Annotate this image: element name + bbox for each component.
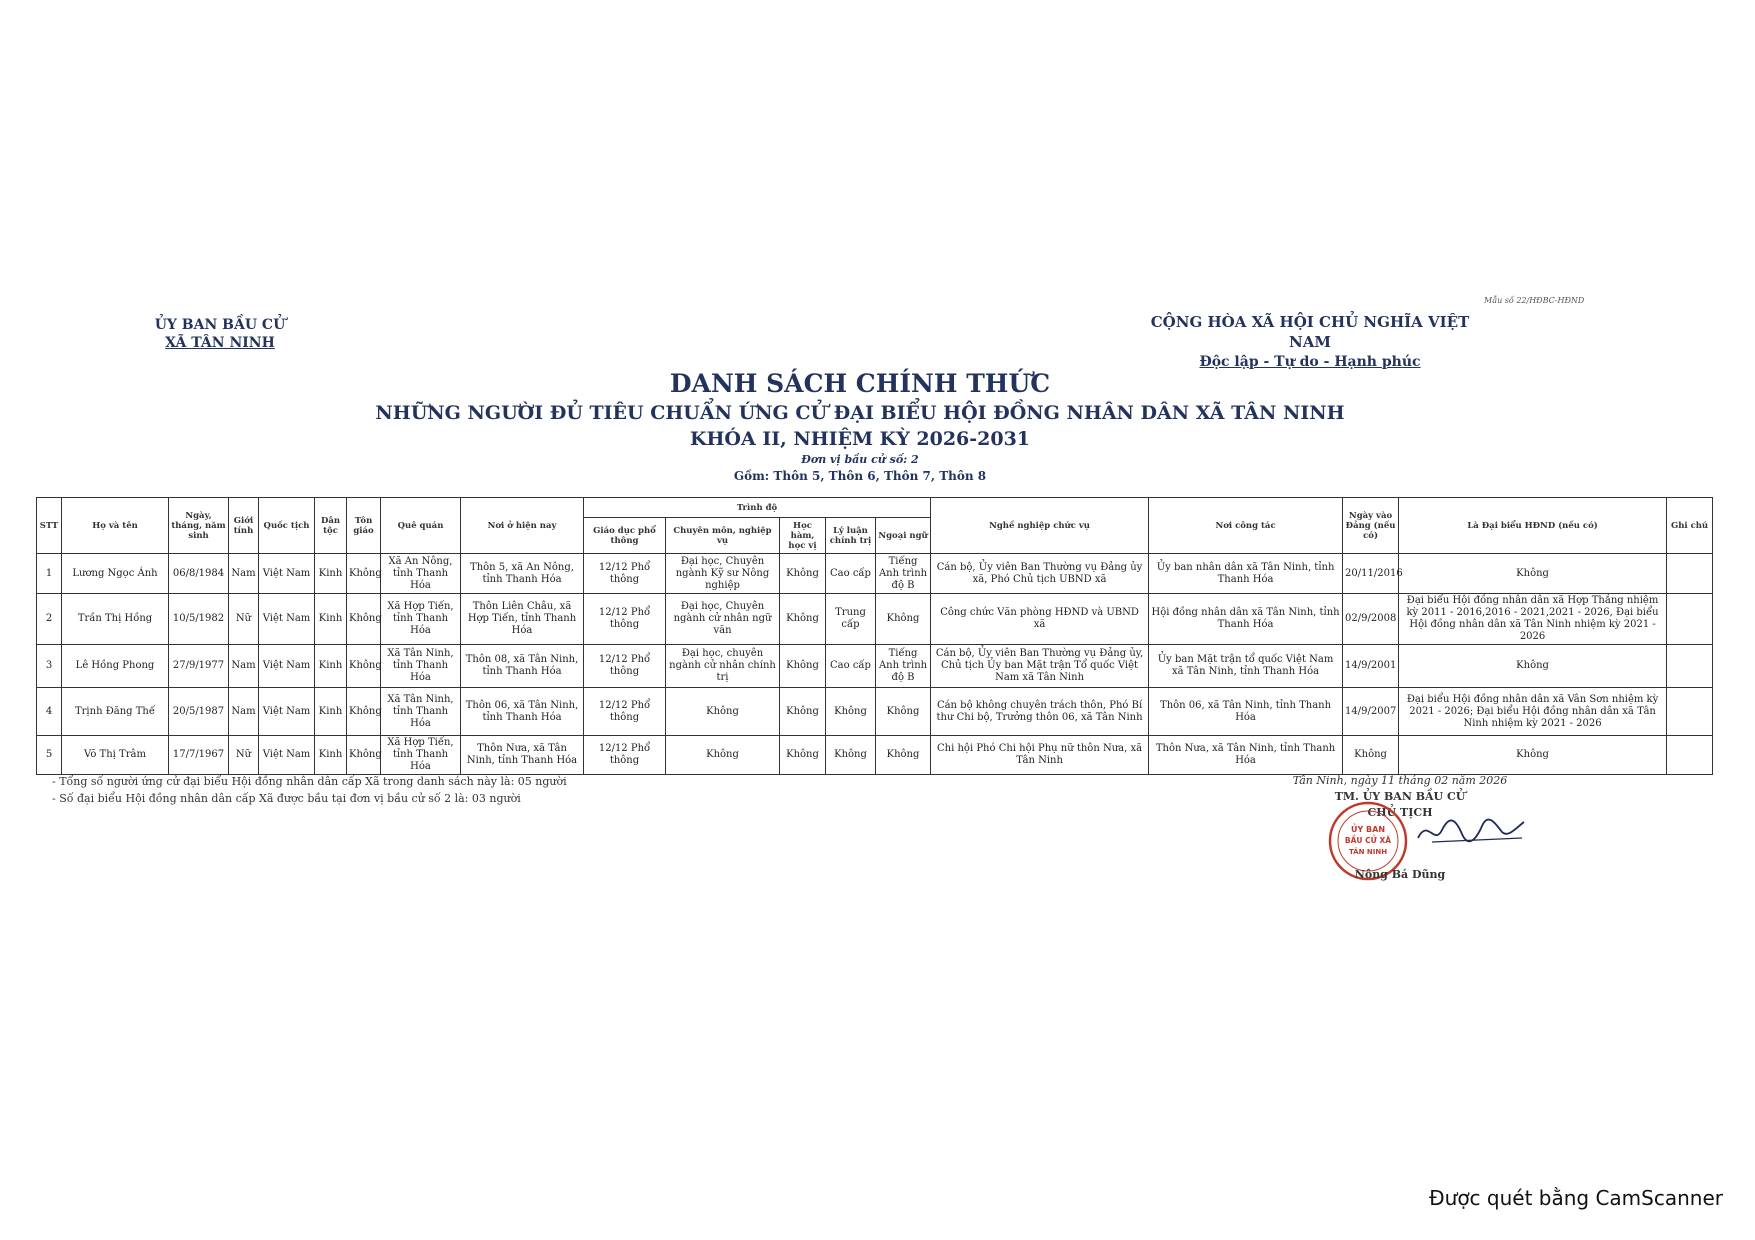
header-note: Ghi chú bbox=[1667, 498, 1713, 554]
cell-political: Không bbox=[826, 736, 876, 775]
cell-party-date: 20/11/2016 bbox=[1343, 554, 1399, 594]
cell-specialty: Đại học, Chuyên ngành cử nhân ngữ văn bbox=[666, 594, 780, 645]
cell-hometown: Xã Hợp Tiến, tỉnh Thanh Hóa bbox=[381, 594, 461, 645]
candidate-table bbox=[36, 497, 1713, 775]
cell-dob: 27/9/1977 bbox=[169, 645, 229, 688]
stamp-line-2: BẦU CỬ XÃ bbox=[1344, 836, 1392, 845]
header-occupation: Nghề nghiệp chức vụ bbox=[931, 498, 1149, 554]
cell-general-edu: 12/12 Phổ thông bbox=[584, 736, 666, 775]
header-name: Họ và tên bbox=[62, 498, 169, 554]
cell-dob: 17/7/1967 bbox=[169, 736, 229, 775]
cell-dob: 06/8/1984 bbox=[169, 554, 229, 594]
country-name: CỘNG HÒA XÃ HỘI CHỦ NGHĨA VIỆT NAM bbox=[1150, 313, 1470, 351]
cell-general-edu: 12/12 Phổ thông bbox=[584, 688, 666, 736]
cell-hometown: Xã Tân Ninh, tỉnh Thanh Hóa bbox=[381, 688, 461, 736]
cell-degree: Không bbox=[780, 688, 826, 736]
title-block bbox=[330, 368, 1390, 484]
cell-note bbox=[1667, 688, 1713, 736]
cell-name: Trần Thị Hồng bbox=[62, 594, 169, 645]
header-hdnd: Là Đại biểu HĐND (nếu có) bbox=[1399, 498, 1667, 554]
cell-ethnicity: Kinh bbox=[315, 688, 347, 736]
footnote-total: - Tổng số người ứng cử đại biểu Hội đồng nhân dân cấp Xã trong danh sách này là: 05 người bbox=[52, 775, 567, 788]
cell-nationality: Việt Nam bbox=[259, 594, 315, 645]
cell-gender: Nữ bbox=[229, 736, 259, 775]
cell-language: Không bbox=[876, 594, 931, 645]
cell-note bbox=[1667, 594, 1713, 645]
header-specialty: Chuyên môn, nghiệp vụ bbox=[666, 518, 780, 554]
cell-gender: Nam bbox=[229, 688, 259, 736]
cell-workplace: Ủy ban Mặt trận tổ quốc Việt Nam xã Tân Ninh, tỉnh Thanh Hóa bbox=[1149, 645, 1343, 688]
cell-general-edu: 12/12 Phổ thông bbox=[584, 554, 666, 594]
table-row bbox=[37, 645, 1713, 688]
cell-political: Cao cấp bbox=[826, 645, 876, 688]
national-motto: Độc lập - Tự do - Hạnh phúc bbox=[1199, 354, 1421, 370]
cell-occupation: Cán bộ, Ủy viên Ban Thường vụ Đảng ủy, Chủ tịch Ủy ban Mặt trận Tổ quốc Việt Nam xã Tân Ninh bbox=[931, 645, 1149, 688]
table-row bbox=[37, 736, 1713, 775]
cell-residence: Thôn Nưa, xã Tân Ninh, tỉnh Thanh Hóa bbox=[461, 736, 584, 775]
cell-nationality: Việt Nam bbox=[259, 645, 315, 688]
cell-party-date: 02/9/2008 bbox=[1343, 594, 1399, 645]
cell-degree: Không bbox=[780, 554, 826, 594]
cell-hometown: Xã Tân Ninh, tỉnh Thanh Hóa bbox=[381, 645, 461, 688]
cell-hdnd: Không bbox=[1399, 736, 1667, 775]
header-nationality: Quốc tịch bbox=[259, 498, 315, 554]
cell-ethnicity: Kinh bbox=[315, 645, 347, 688]
cell-stt: 4 bbox=[37, 688, 62, 736]
cell-stt: 2 bbox=[37, 594, 62, 645]
cell-general-edu: 12/12 Phổ thông bbox=[584, 594, 666, 645]
cell-nationality: Việt Nam bbox=[259, 736, 315, 775]
cell-degree: Không bbox=[780, 736, 826, 775]
cell-religion: Không bbox=[347, 688, 381, 736]
header-religion: Tôn giáo bbox=[347, 498, 381, 554]
cell-language: Tiếng Anh trình độ B bbox=[876, 554, 931, 594]
header-hometown: Quê quán bbox=[381, 498, 461, 554]
sign-date: Tân Ninh, ngày 11 tháng 02 năm 2026 bbox=[1292, 774, 1508, 787]
cell-hdnd: Đại biểu Hội đồng nhân dân xã Vân Sơn nhiệm kỳ 2021 - 2026; Đại biểu Hội đồng nhân dân xã Tân Ninh nhiệm kỳ 2021 - 2026 bbox=[1399, 688, 1667, 736]
header-ethnicity: Dân tộc bbox=[315, 498, 347, 554]
header-party-date: Ngày vào Đảng (nếu có) bbox=[1343, 498, 1399, 554]
handwritten-signature bbox=[1412, 808, 1532, 854]
cell-party-date: 14/9/2001 bbox=[1343, 645, 1399, 688]
header-education-group: Trình độ bbox=[584, 498, 931, 518]
cell-occupation: Cán bộ, Ủy viên Ban Thường vụ Đảng ủy xã, Phó Chủ tịch UBND xã bbox=[931, 554, 1149, 594]
cell-occupation: Chi hội Phó Chi hội Phụ nữ thôn Nưa, xã Tân Ninh bbox=[931, 736, 1149, 775]
cell-religion: Không bbox=[347, 645, 381, 688]
cell-hometown: Xã Hợp Tiến, tỉnh Thanh Hóa bbox=[381, 736, 461, 775]
cell-party-date: Không bbox=[1343, 736, 1399, 775]
cell-dob: 10/5/1982 bbox=[169, 594, 229, 645]
cell-note bbox=[1667, 645, 1713, 688]
cell-note bbox=[1667, 736, 1713, 775]
cell-stt: 1 bbox=[37, 554, 62, 594]
cell-hdnd: Không bbox=[1399, 645, 1667, 688]
cell-specialty: Đại học, chuyên ngành cử nhân chính trị bbox=[666, 645, 780, 688]
cell-religion: Không bbox=[347, 554, 381, 594]
cell-gender: Nam bbox=[229, 554, 259, 594]
table-row bbox=[37, 688, 1713, 736]
header-gender: Giới tính bbox=[229, 498, 259, 554]
stamp-line-1: ỦY BAN bbox=[1350, 825, 1386, 834]
cell-occupation: Cán bộ không chuyên trách thôn, Phó Bí thư Chi bộ, Trưởng thôn 06, xã Tân Ninh bbox=[931, 688, 1149, 736]
cell-stt: 3 bbox=[37, 645, 62, 688]
footnote-elected: - Số đại biểu Hội đồng nhân dân cấp Xã được bầu tại đơn vị bầu cử số 2 là: 03 người bbox=[52, 792, 521, 805]
cell-party-date: 14/9/2007 bbox=[1343, 688, 1399, 736]
signer-name: Nông Bá Dũng bbox=[1354, 868, 1446, 881]
header-dob: Ngày, tháng, năm sinh bbox=[169, 498, 229, 554]
header-general-edu: Giáo dục phổ thông bbox=[584, 518, 666, 554]
cell-residence: Thôn Liên Châu, xã Hợp Tiến, tỉnh Thanh Hóa bbox=[461, 594, 584, 645]
left-header bbox=[110, 316, 330, 352]
table-row bbox=[37, 554, 1713, 594]
cell-hdnd: Đại biểu Hội đồng nhân dân xã Hợp Thắng nhiệm kỳ 2011 - 2016,2016 - 2021,2021 - 2026, Đại biểu Hội đồng nhân dân xã Tân Ninh nhiệm kỳ 2021 - 2026 bbox=[1399, 594, 1667, 645]
cell-language: Tiếng Anh trình độ B bbox=[876, 645, 931, 688]
cell-hdnd: Không bbox=[1399, 554, 1667, 594]
cell-residence: Thôn 08, xã Tân Ninh, tỉnh Thanh Hóa bbox=[461, 645, 584, 688]
cell-occupation: Công chức Văn phòng HĐND và UBND xã bbox=[931, 594, 1149, 645]
cell-name: Lương Ngọc Ánh bbox=[62, 554, 169, 594]
electoral-unit: Đơn vị bầu cử số: 2 bbox=[801, 453, 919, 466]
header-stt: STT bbox=[37, 498, 62, 554]
sign-role: CHỦ TỊCH bbox=[1367, 806, 1433, 819]
cell-language: Không bbox=[876, 736, 931, 775]
cell-note bbox=[1667, 554, 1713, 594]
header-political: Lý luận chính trị bbox=[826, 518, 876, 554]
cell-gender: Nữ bbox=[229, 594, 259, 645]
cell-ethnicity: Kinh bbox=[315, 594, 347, 645]
cell-specialty: Không bbox=[666, 688, 780, 736]
cell-hometown: Xã An Nông, tỉnh Thanh Hóa bbox=[381, 554, 461, 594]
cell-stt: 5 bbox=[37, 736, 62, 775]
header-workplace: Nơi công tác bbox=[1149, 498, 1343, 554]
header-residence: Nơi ở hiện nay bbox=[461, 498, 584, 554]
cell-nationality: Việt Nam bbox=[259, 554, 315, 594]
header-language: Ngoại ngữ bbox=[876, 518, 931, 554]
cell-religion: Không bbox=[347, 736, 381, 775]
table-row bbox=[37, 594, 1713, 645]
cell-name: Trịnh Đăng Thế bbox=[62, 688, 169, 736]
committee-name: ỦY BAN BẦU CỬ bbox=[154, 317, 286, 333]
term-title: KHÓA II, NHIỆM KỲ 2026-2031 bbox=[689, 428, 1031, 450]
cell-residence: Thôn 5, xã An Nông, tỉnh Thanh Hóa bbox=[461, 554, 584, 594]
cell-workplace: Thôn Nưa, xã Tân Ninh, tỉnh Thanh Hóa bbox=[1149, 736, 1343, 775]
form-number: Mẫu số 22/HĐBC-HĐND bbox=[1484, 296, 1585, 305]
cell-ethnicity: Kinh bbox=[315, 736, 347, 775]
cell-workplace: Hội đồng nhân dân xã Tân Ninh, tỉnh Thanh Hóa bbox=[1149, 594, 1343, 645]
cell-degree: Không bbox=[780, 594, 826, 645]
cell-name: Lê Hồng Phong bbox=[62, 645, 169, 688]
cell-residence: Thôn 06, xã Tân Ninh, tỉnh Thanh Hóa bbox=[461, 688, 584, 736]
cell-workplace: Thôn 06, xã Tân Ninh, tỉnh Thanh Hóa bbox=[1149, 688, 1343, 736]
scanner-watermark: Được quét bằng CamScanner bbox=[1429, 1186, 1723, 1210]
cell-gender: Nam bbox=[229, 645, 259, 688]
cell-religion: Không bbox=[347, 594, 381, 645]
cell-political: Trung cấp bbox=[826, 594, 876, 645]
cell-nationality: Việt Nam bbox=[259, 688, 315, 736]
cell-specialty: Không bbox=[666, 736, 780, 775]
footnotes bbox=[52, 773, 567, 807]
cell-ethnicity: Kinh bbox=[315, 554, 347, 594]
stamp-line-3: TÂN NINH bbox=[1348, 848, 1388, 856]
sign-org: TM. ỦY BAN BẦU CỬ bbox=[1334, 790, 1466, 803]
header-degree: Học hàm, học vị bbox=[780, 518, 826, 554]
electoral-unit-villages: Gồm: Thôn 5, Thôn 6, Thôn 7, Thôn 8 bbox=[733, 469, 987, 483]
cell-general-edu: 12/12 Phổ thông bbox=[584, 645, 666, 688]
cell-dob: 20/5/1987 bbox=[169, 688, 229, 736]
cell-specialty: Đại học, Chuyên ngành Kỹ sư Nông nghiệp bbox=[666, 554, 780, 594]
cell-political: Không bbox=[826, 688, 876, 736]
commune-name: XÃ TÂN NINH bbox=[165, 335, 275, 351]
cell-degree: Không bbox=[780, 645, 826, 688]
cell-language: Không bbox=[876, 688, 931, 736]
cell-workplace: Ủy ban nhân dân xã Tân Ninh, tỉnh Thanh Hóa bbox=[1149, 554, 1343, 594]
right-header bbox=[1140, 312, 1480, 372]
cell-political: Cao cấp bbox=[826, 554, 876, 594]
document-subtitle: NHỮNG NGƯỜI ĐỦ TIÊU CHUẨN ỨNG CỬ ĐẠI BIỂU HỘI ĐỒNG NHÂN DÂN XÃ TÂN NINH bbox=[375, 402, 1345, 424]
cell-name: Võ Thị Trâm bbox=[62, 736, 169, 775]
document-title: DANH SÁCH CHÍNH THỨC bbox=[669, 369, 1051, 398]
